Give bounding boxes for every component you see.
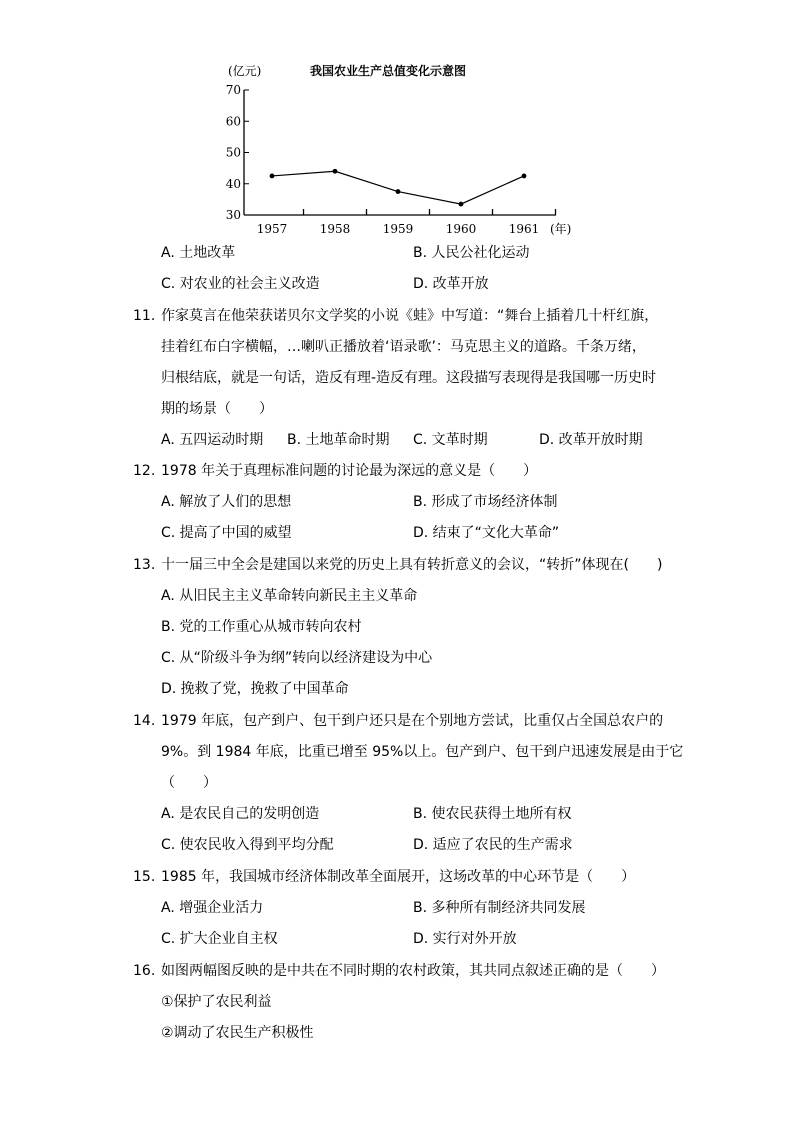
q13-option-a[interactable]: A. 从旧民主主义革命转向新民主主义革命 <box>161 588 418 604</box>
x-tick-label: 1961 <box>508 222 540 236</box>
q12-option-b[interactable]: B. 形成了市场经济体制 <box>413 494 558 510</box>
q10-option-d[interactable]: D. 改革开放 <box>413 276 489 292</box>
q14-option-d[interactable]: D. 适应了农民的生产需求 <box>413 837 573 853</box>
q14-option-c[interactable]: C. 使农民收入得到平均分配 <box>161 837 334 853</box>
chart-xlabel: (年) <box>550 222 572 236</box>
q15-number: 15. <box>133 869 156 885</box>
q15-option-c[interactable]: C. 扩大企业自主权 <box>161 931 278 947</box>
q12-number: 12. <box>133 463 156 479</box>
data-point <box>459 202 464 207</box>
y-tick-label: 50 <box>225 145 241 160</box>
data-point <box>522 174 527 179</box>
x-tick-label: 1957 <box>256 222 288 236</box>
q12-option-a[interactable]: A. 解放了人们的思想 <box>161 494 292 510</box>
q13-option-b[interactable]: B. 党的工作重心从城市转向农村 <box>161 619 362 635</box>
chart-title: 我国农业生产总值变化示意图 <box>310 64 467 78</box>
q14-option-a[interactable]: A. 是农民自己的发明创造 <box>161 806 320 822</box>
y-tick-label: 70 <box>225 83 241 97</box>
q14-stem-line: 1979 年底，包产到户、包干到户还只是在个别地方尝试，比重仅占全国总农户的 <box>161 713 664 729</box>
y-tick-label: 30 <box>225 208 241 222</box>
q11-stem-line: 挂着红布白字横幅，…喇叭正播放着‘语录歌’：马克思主义的道路。千条万绪， <box>161 339 646 355</box>
data-point <box>270 174 275 179</box>
data-point <box>333 169 338 174</box>
q14-stem-line: （ ） <box>161 775 217 791</box>
q13-option-c[interactable]: C. 从“阶级斗争为纲”转向以经济建设为中心 <box>161 650 433 666</box>
q16-number: 16. <box>133 963 156 979</box>
q15-option-b[interactable]: B. 多种所有制经济共同发展 <box>413 900 586 916</box>
q16-item: ②调动了农民生产积极性 <box>161 1025 314 1041</box>
q12-stem: 1978 年关于真理标准问题的讨论最为深远的意义是（ ） <box>161 463 538 479</box>
data-point <box>396 189 401 194</box>
q10-option-a[interactable]: A. 土地改革 <box>161 245 236 261</box>
x-tick-label: 1959 <box>382 222 414 236</box>
chart-ylabel: (亿元) <box>228 64 262 78</box>
x-tick-label: 1958 <box>319 222 351 236</box>
q11-number: 11. <box>133 308 156 324</box>
q14-number: 14. <box>133 713 156 729</box>
series-line <box>272 171 524 204</box>
q12-option-d[interactable]: D. 结束了“文化大革命” <box>413 525 560 541</box>
q13-number: 13. <box>133 557 156 573</box>
q15-option-d[interactable]: D. 实行对外开放 <box>413 931 517 947</box>
q13-stem: 十一届三中全会是建国以来党的历史上具有转折意义的会议，“转折”体现在( ) <box>161 557 663 573</box>
y-tick-label: 40 <box>225 176 241 191</box>
q11-option-a[interactable]: A. 五四运动时期 <box>161 432 264 448</box>
q11-stem-line: 作家莫言在他荣获诺贝尔文学奖的小说《蛙》中写道：“舞台上插着几十杆红旗， <box>161 308 659 324</box>
x-tick-label: 1960 <box>445 222 477 236</box>
q15-stem: 1985 年，我国城市经济体制改革全面展开，这场改革的中心环节是（ ） <box>161 869 636 885</box>
y-tick-label: 60 <box>225 114 241 129</box>
q16-stem: 如图两幅图反映的是中共在不同时期的农村政策，其共同点叙述正确的是（ ） <box>161 963 665 979</box>
q11-stem-line: 期的场景（ ） <box>161 401 273 417</box>
q10-option-b[interactable]: B. 人民公社化运动 <box>413 245 530 261</box>
q11-option-b[interactable]: B. 土地革命时期 <box>287 432 390 448</box>
q14-stem-line: 9%。到 1984 年底，比重已增至 95%以上。包产到户、包干到户迅速发展是由于它 <box>161 744 684 760</box>
q14-option-b[interactable]: B. 使农民获得土地所有权 <box>413 806 572 822</box>
q15-option-a[interactable]: A. 增强企业活力 <box>161 900 264 916</box>
q10-option-c[interactable]: C. 对农业的社会主义改造 <box>161 276 320 292</box>
q12-option-c[interactable]: C. 提高了中国的威望 <box>161 525 292 541</box>
q11-option-c[interactable]: C. 文革时期 <box>413 432 488 448</box>
q11-stem-line: 归根结底，就是一句话，造反有理-造反有理。这段描写表现得是我国哪一历史时 <box>161 370 657 386</box>
chart-svg <box>220 60 580 240</box>
q13-option-d[interactable]: D. 挽救了党，挽救了中国革命 <box>161 681 349 697</box>
agri-output-chart <box>220 60 580 240</box>
q16-item: ①保护了农民利益 <box>161 994 272 1010</box>
q11-option-d[interactable]: D. 改革开放时期 <box>539 432 643 448</box>
